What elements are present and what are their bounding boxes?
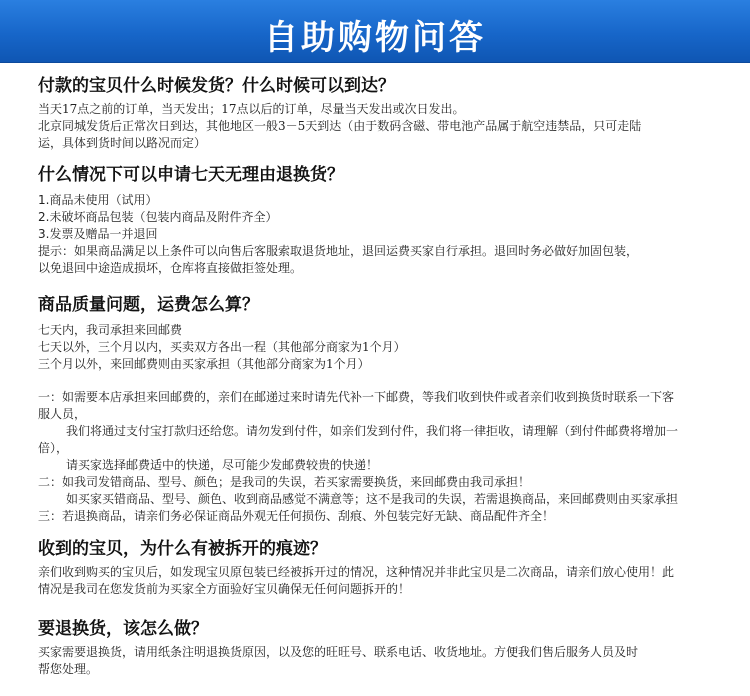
faq-shipping [38,75,738,152]
shipping-rule-3: 三个月以外，来回邮费则由买家承担（其他部分商家为1个月） [38,357,370,371]
faq-shipping-title: 付款的宝贝什么时候发货？什么时候可以到达？ [38,76,395,96]
opened-package-line-2: 情况是我司在您发货前为买家全方面验好宝贝确保无任何问题拆开的！ [38,582,411,596]
opened-package-line-1: 亲们收到购买的宝贝后，如发现宝贝原包装已经被拆开过的情况，这种情况并非此宝贝是二次商品，请亲们放心使用！此 [38,565,675,579]
return-condition-1: 1.商品未使用（试用） [38,193,158,207]
shipping-rule-2: 七天以外，三个月以内，买卖双方各出一程（其他部分商家为1个月） [38,340,406,354]
note-2-line-1: 二：如我司发错商品、型号、颜色；是我司的失误，若买家需要换货，来回邮费由我司承担！ [38,475,531,489]
page-title: 自助购物问答 [264,18,486,58]
note-2-line-2: 如买家买错商品、型号、颜色、收到商品感觉不满意等；这不是我司的失误，若需退换商品，来回邮费则由买家承担 [66,492,679,506]
how-to-return-line-2: 帮您处理。 [38,662,99,676]
faq-return-policy-title: 什么情况下可以申请七天无理由退换货？ [38,165,344,185]
note-1-line-3: 我们将通过支付宝打款归还给您。请勿发到付件，如亲们发到付件，我们将一律拒收，请理解（到付件邮费将增加一 [66,424,679,438]
faq-return-policy [38,164,738,277]
faq-quality-shipping-title: 商品质量问题，运费怎么算？ [38,295,259,315]
return-tip-line-2: 以免退回中途造成损坏，仓库将直接做拒签处理。 [38,261,303,275]
return-condition-3: 3.发票及赠品一并退回 [38,227,158,241]
faq-opened-package [38,538,738,598]
faq-how-to-return-title: 要退换货，该怎么做？ [38,619,208,639]
return-tip-line-1: 提示：如果商品满足以上条件可以向售后客服索取退货地址，退回运费买家自行承担。退回时务必做好加固包装， [38,244,639,258]
faq-opened-package-title: 收到的宝贝，为什么有被拆开的痕迹？ [38,539,327,559]
faq-how-to-return [38,618,738,678]
shipping-rule-1: 七天内，我司承担来回邮费 [38,323,183,337]
faq-shipping-line-1: 当天17点之前的订单，当天发出；17点以后的订单，尽量当天发出或次日发出。 [38,102,465,116]
faq-shipping-line-2: 北京同城发货后正常次日到达，其他地区一般3－5天到达（由于数码含磁、带电池产品属于航空违禁品，只可走陆 [38,119,642,133]
header-banner [0,0,750,62]
return-condition-2: 2.未破坏商品包装（包装内商品及附件齐全） [38,210,278,224]
faq-quality-shipping [38,294,738,525]
note-1-line-2: 服人员， [38,407,87,421]
faq-shipping-line-3: 运，具体到货时间以路况而定） [38,136,207,150]
how-to-return-line-1: 买家需要退换货，请用纸条注明退换货原因，以及您的旺旺号、联系电话、收货地址。方便我们售后服务人员及时 [38,645,639,659]
note-3-line-1: 三：若退换商品，请亲们务必保证商品外观无任何损伤、刮痕、外包装完好无缺、商品配件齐全！ [38,509,555,523]
note-1-line-4: 倍）， [38,441,69,455]
note-1-line-1: 一：如需要本店承担来回邮费的，亲们在邮递过来时请先代补一下邮费，等我们收到快件或者亲们收到换货时联系一下客 [38,390,675,404]
note-1-line-5: 请买家选择邮费适中的快递，尽可能少发邮费较贵的快递！ [66,458,379,472]
